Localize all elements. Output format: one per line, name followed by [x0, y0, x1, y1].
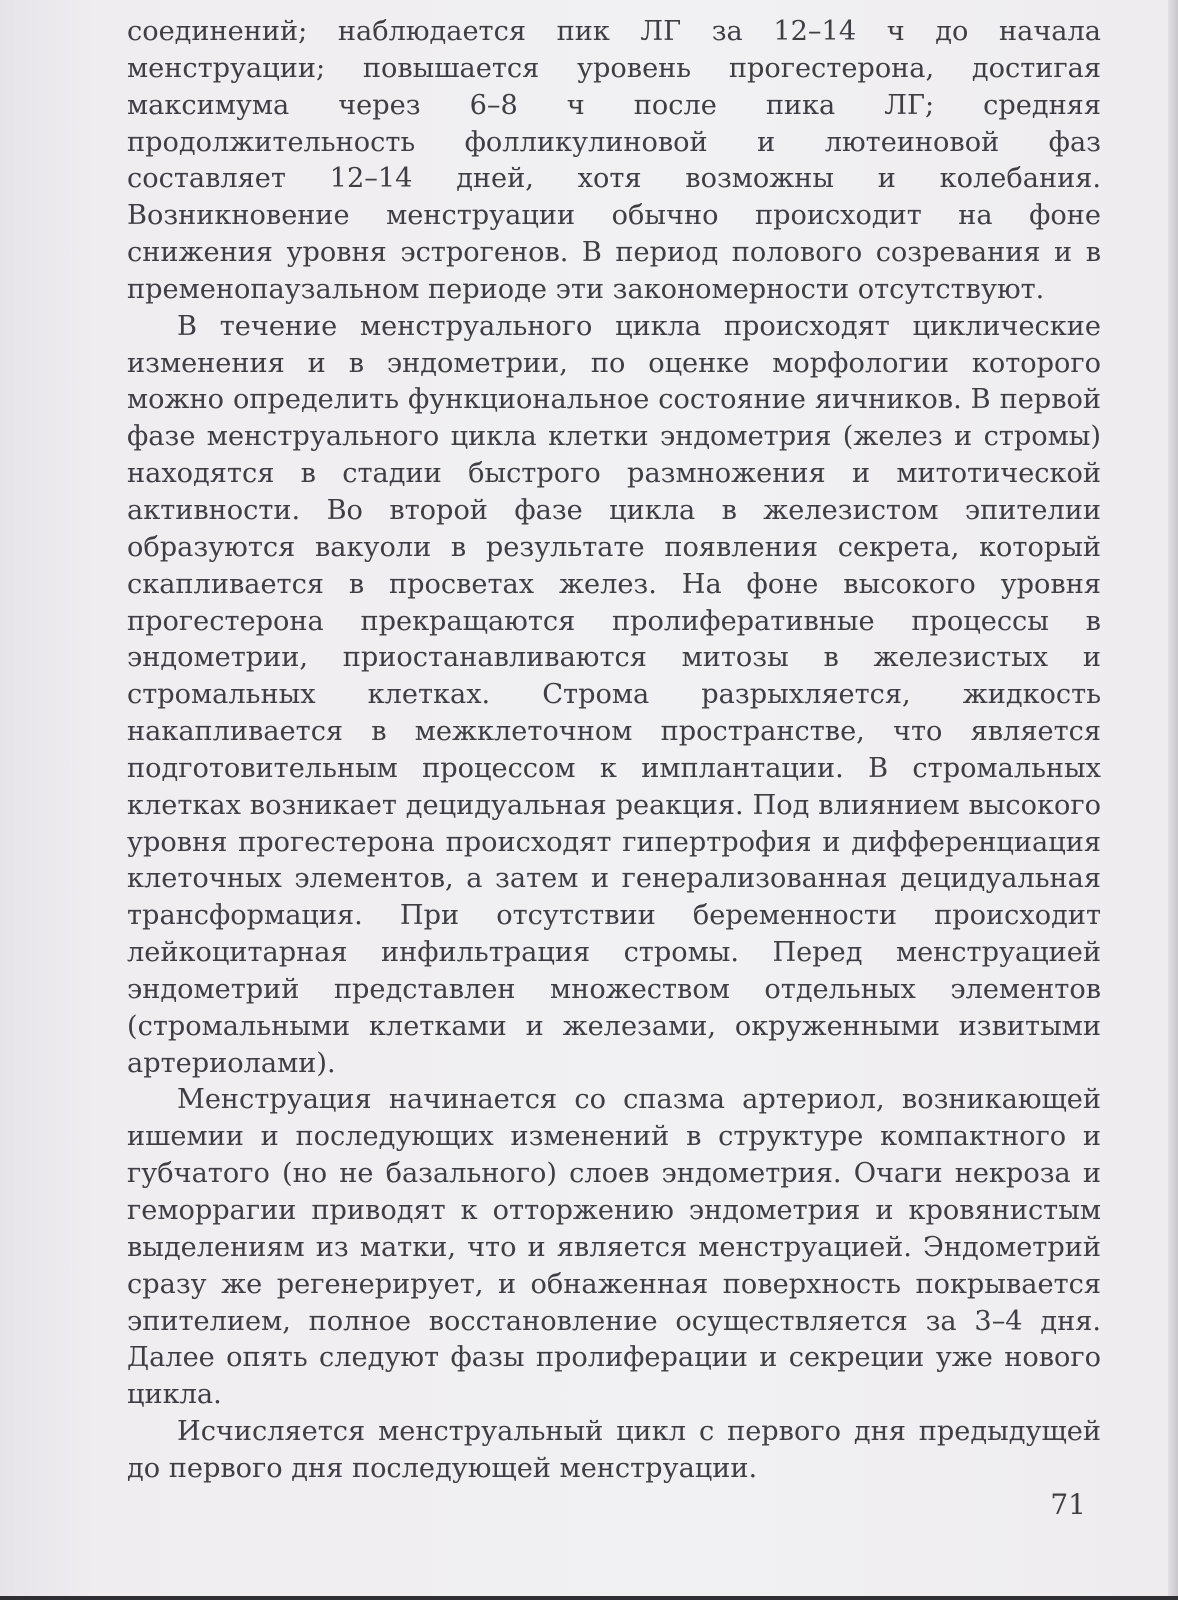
paragraph-menstruation-onset: Менструация начинается со спазма артериол, возникающей ишемии и последующих изменений в структуре компактного и губчатого (но не базального) слоев эндометрия. Очаги некроза и геморрагии приводят к отторжению эндометрия и кровянистым выделениям из матки, что и является менструацией. Эндометрий сразу же регенерирует, и обнаженная поверхность покрывается эпителием, полное восстановление осуществляется за 3–4 дня. Далее опять следуют фазы пролиферации и секреции уже нового цикла. [127, 1084, 1101, 1411]
page-number: 71 [1050, 1488, 1086, 1521]
page-edge-shadow [1168, 0, 1178, 1600]
paragraph-continuation: соединений; наблюдается пик ЛГ за 12–14 ч до начала менструации; повышается уровень прогестерона, достигая максимума через 6–8 ч после пика ЛГ; средняя продолжительность фолликулиновой и лютеиновой фаз составляет 12–14 дней, хотя возможны и колебания. Возникновение менструации обычно происходит на фоне снижения уровня эстрогенов. В период полового созревания и в пременопаузальном периоде эти закономерности отсутствуют. [127, 16, 1101, 305]
body-text [127, 14, 1101, 1488]
scan-bottom-border [0, 1596, 1178, 1600]
paragraph-cycle-counting: Исчисляется менструальный цикл с первого дня предыдущей до первого дня последующей менструации. [127, 1416, 1101, 1484]
paragraph-endometrium-changes: В течение менструального цикла происходят циклические изменения и в эндометрии, по оценке морфологии которого можно определить функциональное состояние яичников. В первой фазе менструального цикла клетки эндометрия (желез и стромы) находятся в стадии быстрого размножения и митотической активности. Во второй фазе цикла в железистом эпителии образуются вакуоли в результате появления секрета, который скапливается в просветах желез. На фоне высокого уровня прогестерона прекращаются пролиферативные процессы в эндометрии, приостанавливаются митозы в железистых и стромальных клетках. Строма разрыхляется, жидкость накапливается в межклеточном пространстве, что является подготовительным процессом к имплантации. В стромальных клетках возникает децидуальная реакция. Под влиянием высокого уровня прогестерона происходят гипертрофия и дифференциация клеточных элементов, а затем и генерализованная децидуальная трансформация. При отсутствии беременности происходит лейкоцитарная инфильтрация стромы. Перед менструацией эндометрий представлен множеством отдельных элементов (стромальными клетками и железами, окруженными извитыми артериолами). [127, 310, 1101, 1079]
